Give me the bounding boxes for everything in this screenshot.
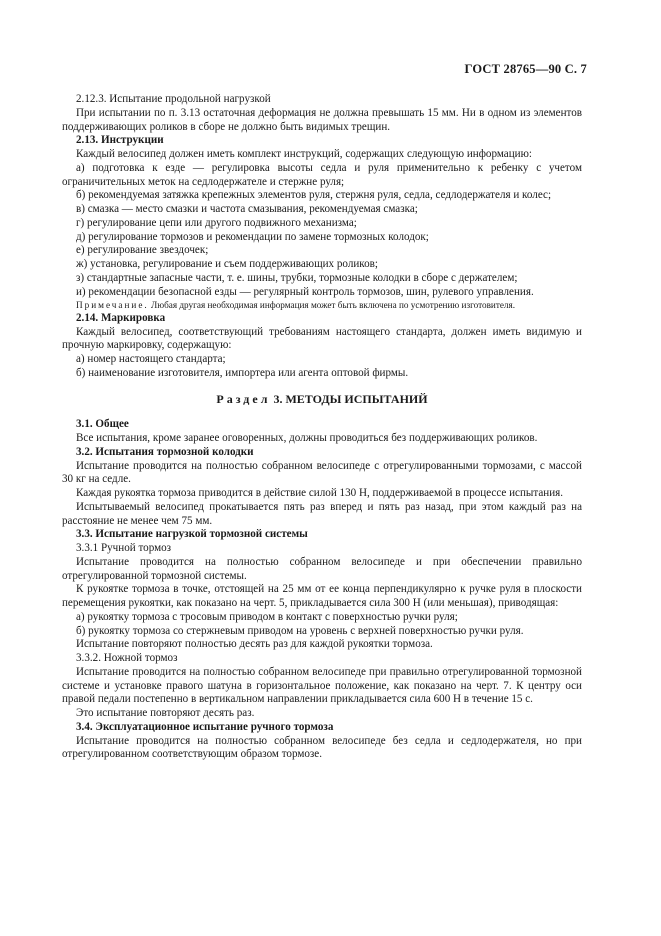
list-item: е) регулирование звездочек;: [76, 244, 209, 257]
list-item: а) номер настоящего стандарта;: [76, 353, 226, 365]
list-item: ж) установка, регулирование и съем поддерживающих роликов;: [76, 258, 378, 270]
list-item: б) рукоятку тормоза со стержневым приводом на уровень с верхней поверхностью ручки руля.: [76, 624, 524, 637]
note: [62, 299, 582, 312]
clause-3-3-1-p1: Испытание проводится на полностью собранном велосипеде и при обеспечении правильно отрегулированной тормозной системы.: [62, 555, 582, 582]
list-item: а) рукоятку тормоза с тросовым приводом в контакт с поверхностью ручки руля;: [76, 610, 458, 623]
clause-3-4-title: 3.4. Эксплуатационное испытание ручного тормоза: [76, 720, 334, 733]
list-item: в) смазка — место смазки и частота смазывания, рекомендуемая смазка;: [76, 203, 418, 215]
clause-3-1-text: Все испытания, кроме заранее оговоренных, должны проводиться без поддерживающих роликов.: [76, 432, 538, 444]
clause-2-12-3-text: При испытании по п. 3.13 остаточная деформация не должна превышать 15 мм. Ни в одном из элементов поддерживающих роликов в сборе не должно быть видимых трещин.: [62, 106, 582, 133]
section-title: 3. МЕТОДЫ ИСПЫТАНИЙ: [273, 391, 428, 406]
list-item: д) регулирование тормозов и рекомендации по замене тормозных колодок;: [76, 230, 429, 243]
note-label: Примечание.: [76, 300, 149, 311]
clause-3-3-2-p1: Испытание проводится на полностью собранном велосипеде при правильно отрегулированной тормозной системе и установке правого шатуна в горизонтальное положение, как показано на черт. 7. К центру оси правой педали постепенно в вертикальном направлении прикладывается сила 600 Н в течение 15 с.: [62, 665, 582, 706]
clause-3-3-1-title: 3.3.1 Ручной тормоз: [76, 542, 172, 554]
clause-2-13-intro: Каждый велосипед должен иметь комплект инструкций, содержащих следующую информацию:: [76, 148, 532, 160]
list-item: з) стандартные запасные части, т. е. шины, трубки, тормозные колодки в сборе с держателем;: [76, 271, 518, 284]
clause-3-2-p1: Испытание проводится на полностью собранном велосипеде с отрегулированными тормозами, с массой 30 кг на седле.: [62, 459, 582, 486]
section-3-heading: [62, 393, 582, 407]
clause-2-14-intro: Каждый велосипед, соответствующий требованиям настоящего стандарта, должен иметь видимую и прочную маркировку, содержащую:: [62, 325, 582, 352]
clause-3-3-title: 3.3. Испытание нагрузкой тормозной системы: [76, 528, 308, 541]
clause-3-2-p3: Испытываемый велосипед прокатывается пять раз вперед и пять раз назад, при этом каждый раз на расстояние не менее чем 75 мм.: [62, 500, 582, 527]
list-item: б) рекомендуемая затяжка крепежных элементов руля, стержня руля, седла, седлодержателя и колес;: [76, 189, 552, 202]
clause-3-3-2-p2: Это испытание повторяют десять раз.: [76, 707, 255, 719]
section-label: Раздел: [216, 391, 271, 406]
list-item: б) наименование изготовителя, импортера или агента оптовой фирмы.: [76, 366, 409, 379]
clause-2-14-title: 2.14. Маркировка: [76, 311, 166, 324]
clause-2-12-3-title: 2.12.3. Испытание продольной нагрузкой: [76, 93, 271, 105]
clause-3-1-title: 3.1. Общее: [76, 418, 129, 431]
list-item: г) регулирование цепи или другого подвижного механизма;: [76, 216, 357, 229]
note-text: Любая другая необходимая информация может быть включена по усмотрению изготовителя.: [151, 300, 516, 311]
page-content: [62, 93, 582, 762]
clause-2-13-title: 2.13. Инструкции: [76, 134, 164, 147]
clause-3-3-1-p3: Испытание повторяют полностью десять раз для каждой рукоятки тормоза.: [76, 638, 433, 651]
clause-3-4-text: Испытание проводится на полностью собранном велосипеде без седла и седлодержателя, но при отрегулированном соответствующим образом тормозе.: [62, 734, 582, 761]
list-item: а) подготовка к езде — регулировка высоты седла и руля применительно к ребенку с учетом ограничительных меток на седлодержателе и стержне руля;: [62, 161, 582, 188]
clause-3-3-1-p2: К рукоятке тормоза в точке, отстоящей на 25 мм от ее конца перпендикулярно к ручке руля в плоскости перемещения рукоятки, как показано на черт. 5, прикладывается сила 300 Н (или меньшая), приводящая:: [62, 583, 582, 609]
clause-3-2-p2: Каждая рукоятка тормоза приводится в действие силой 130 Н, поддерживаемой в процессе испытания.: [76, 487, 564, 499]
clause-3-2-title: 3.2. Испытания тормозной колодки: [76, 445, 254, 458]
list-item: и) рекомендации безопасной езды — регулярный контроль тормозов, шин, рулевого управления.: [76, 285, 534, 298]
clause-3-3-2-title: 3.3.2. Ножной тормоз: [76, 652, 178, 664]
page-header: ГОСТ 28765—90 С. 7: [464, 62, 587, 76]
